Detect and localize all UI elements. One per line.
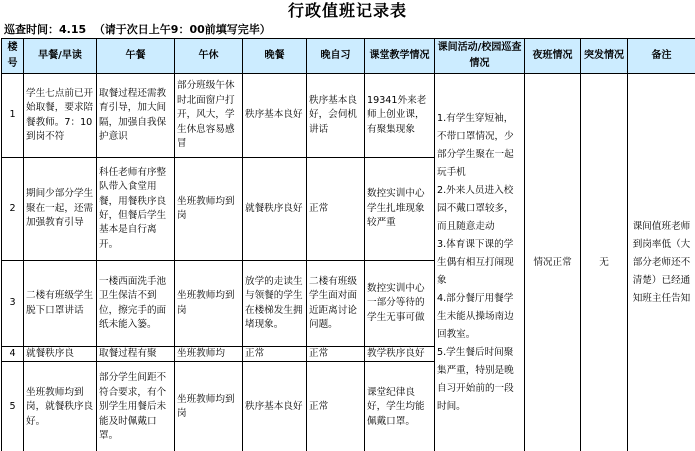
col-header-remarks: 备注 (628, 39, 695, 74)
col-header-emergency: 突发情况 (581, 39, 628, 74)
col-header-noon-rest: 午休 (175, 39, 243, 74)
noon-rest-cell: 坐班教师均到岗 (175, 362, 243, 451)
lunch-cell: 一楼西面洗手池卫生保洁不到位，擦完手的面纸未能入篓。 (97, 261, 175, 347)
remarks-cell: 课间值班老师到岗率低（大部分老师还不清楚）已经通知班主任告知 (628, 74, 695, 451)
noon-rest-cell: 坐班教师均到岗 (175, 158, 243, 261)
noon-rest-cell: 部分班级午休时北面窗户打开，风大，学生休息容易感冒 (175, 74, 243, 158)
col-header-dinner: 晚餐 (243, 39, 307, 74)
noon-rest-cell: 坐班教师均到岗 (175, 261, 243, 347)
breakfast-cell: 坐班教师均到岗，就餐秩序良好。 (24, 362, 97, 451)
duty-table (1, 38, 695, 451)
evening-study-cell: 正常 (307, 158, 365, 261)
dinner-cell: 秩序基本良好 (243, 74, 307, 158)
col-header-teaching: 课堂教学情况 (365, 39, 435, 74)
breakfast-cell: 就餐秩序良 (24, 347, 97, 362)
col-header-evening-study: 晚自习 (307, 39, 365, 74)
lunch-cell: 部分学生间距不符合要求，有个别学生用餐后未能及时佩戴口罩。 (97, 362, 175, 451)
evening-study-cell: 正常 (307, 347, 365, 362)
dinner-cell: 正常 (243, 347, 307, 362)
page-title: 行政值班记录表 (287, 1, 407, 20)
breakfast-cell: 期间少部分学生聚在一起，还需加强教育引导 (24, 158, 97, 261)
evening-study-cell: 正常 (307, 362, 365, 451)
breakfast-cell: 学生七点前已开始取餐，要求陪餐教师。7：10到岗不符 (24, 74, 97, 158)
lunch-cell: 科任老师有序整队带入食堂用餐，用餐秩序良好，但餐后学生基本是自行离开。 (97, 158, 175, 261)
patrol-date: 巡查时间：4.15 (4, 23, 87, 36)
breakfast-cell: 二楼有班级学生脱下口罩讲话 (24, 261, 97, 347)
dinner-cell: 秩序基本良好 (243, 362, 307, 451)
noon-rest-cell: 坐班教师均 (175, 347, 243, 362)
header-row (2, 39, 695, 74)
lunch-cell: 取餐过程还需教育引导，加大间隔，加强自我保护意识 (97, 74, 175, 158)
floor-number: 4 (2, 347, 24, 362)
evening-study-cell: 秩序基本良好，会伺机讲话 (307, 74, 365, 158)
col-header-patrol: 课间活动/校园巡查情况 (435, 39, 525, 74)
lunch-cell: 取餐过程有聚 (97, 347, 175, 362)
floor-number: 5 (2, 362, 24, 451)
floor-number: 2 (2, 158, 24, 261)
night-shift-cell: 情况正常 (525, 74, 581, 451)
teaching-cell: 课堂纪律良好，学生均能佩戴口罩。 (365, 362, 435, 451)
col-header-night-shift: 夜班情况 (525, 39, 581, 74)
evening-study-cell: 二楼有班级学生面对面近距离讨论问题。 (307, 261, 365, 347)
teaching-cell: 数控实训中心学生扎堆现象较严重 (365, 158, 435, 261)
deadline-note: （请于次日上午9：00前填写完毕） (93, 23, 271, 36)
col-header-breakfast: 早餐/早读 (24, 39, 97, 74)
teaching-cell: 数控实训中心一部分等待的学生无事可做 (365, 261, 435, 347)
dinner-cell: 就餐秩序良好 (243, 158, 307, 261)
patrol-time-line (4, 22, 271, 38)
floor-number: 3 (2, 261, 24, 347)
teaching-cell: 19341外来老师上创业课，有聚集现象 (365, 74, 435, 158)
table-row (2, 74, 695, 158)
floor-number: 1 (2, 74, 24, 158)
col-header-floor: 楼号 (2, 39, 24, 74)
patrol-cell: 1.有学生穿短袖，不带口罩情况，少部分学生聚在一起玩手机 2.外来人员进入校园不戴口罩较多，而且随意走动 3.体育课下课的学生偶有相互打闹现象 4.部分餐厅用餐学生未能从操场南边回教室。 5.学生餐后时间聚集严重，特别是晚自习开始前的一段时间。 (435, 74, 525, 451)
dinner-cell: 放学的走读生与领餐的学生在楼梯发生拥堵现象。 (243, 261, 307, 347)
col-header-lunch: 午餐 (97, 39, 175, 74)
teaching-cell: 教学秩序良好 (365, 347, 435, 362)
emergency-cell: 无 (581, 74, 628, 451)
